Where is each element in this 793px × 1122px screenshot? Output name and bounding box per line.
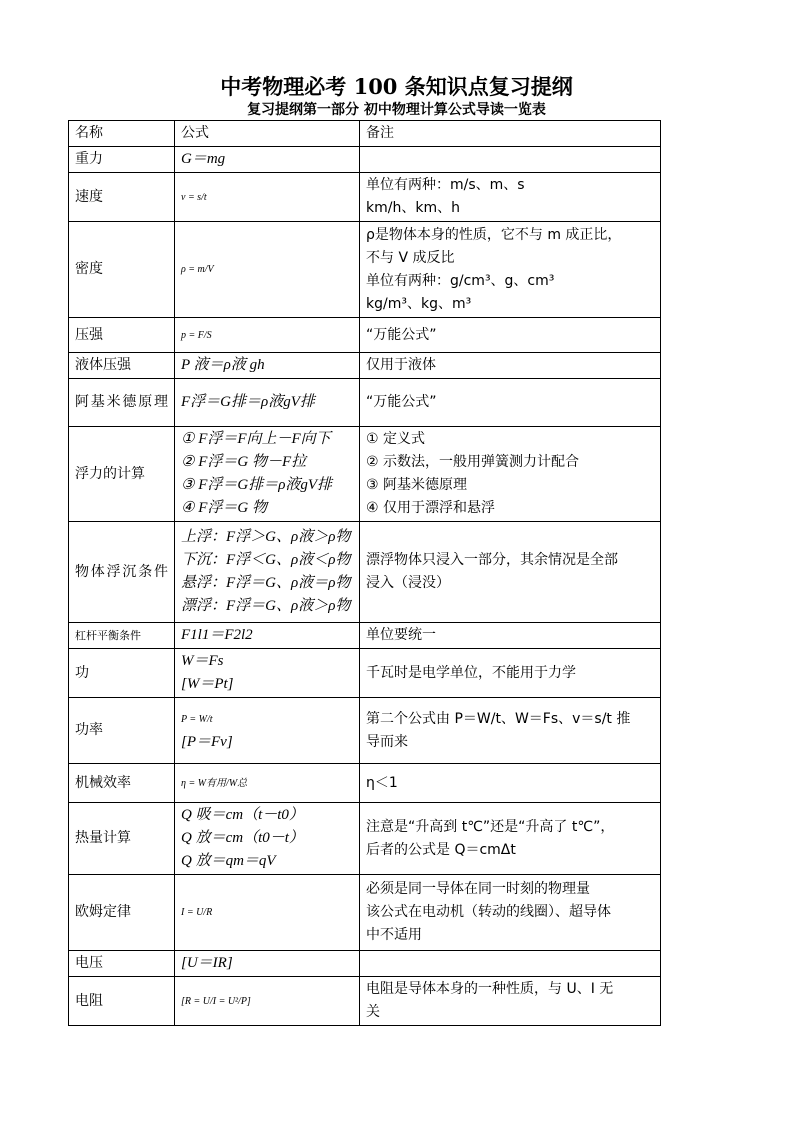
note-line: 第二个公式由 P＝W/t、W＝Fs、v＝s/t 推: [366, 710, 631, 727]
note-line: ④ 仅用于漂浮和悬浮: [366, 500, 496, 516]
formula-line: 上浮：F浮＞G、ρ液＞ρ物: [181, 529, 351, 545]
note-line: kg/m³、kg、m³: [366, 295, 472, 312]
note-line: 必须是同一导体在同一时刻的物理量: [366, 881, 590, 897]
formula-line: Q 放＝cm（t0－t）: [181, 830, 304, 846]
row-name: 密度: [69, 222, 175, 318]
row-name: 浮力的计算: [69, 427, 175, 522]
note-line: 漂浮物体只浸入一部分，其余情况是全部: [366, 552, 618, 568]
formula-line: W＝Fs: [181, 653, 224, 669]
table-row: [69, 649, 661, 698]
table-row: [69, 147, 661, 173]
note-line: 单位有两种：g/cm³、g、cm³: [366, 272, 555, 289]
row-note: [360, 764, 661, 803]
note-line: 后者的公式是 Q＝cmΔt: [366, 841, 516, 858]
row-formula: [175, 427, 360, 522]
table-row: [69, 522, 661, 623]
row-note: [360, 147, 661, 173]
table-row: [69, 977, 661, 1026]
note-line: “万能公式”: [366, 394, 437, 410]
note-line: 单位有两种：m/s、m、s: [366, 177, 525, 193]
note-line: 千瓦时是电学单位，不能用于力学: [366, 664, 576, 681]
formula-line: 下沉：F浮＜G、ρ液＜ρ物: [181, 552, 351, 568]
note-line: 不与 V 成反比: [366, 249, 455, 266]
row-formula: [175, 173, 360, 222]
row-formula: [175, 698, 360, 764]
row-formula: [175, 147, 360, 173]
formula-line: 悬浮：F浮＝G、ρ液＝ρ物: [181, 575, 351, 591]
table-row: [69, 623, 661, 649]
formula-line: [U＝IR]: [181, 955, 233, 971]
note-line: 浸入（浸没）: [366, 575, 450, 591]
row-note: [360, 875, 661, 951]
note-line: km/h、km、h: [366, 200, 460, 216]
note-line: 中不适用: [366, 927, 422, 943]
row-formula: [175, 951, 360, 977]
row-name: 阿基米德原理: [69, 379, 175, 427]
formula-line: ④ F浮＝G 物: [181, 500, 267, 516]
note-line: 电阻是导体本身的一种性质，与 U、I 无: [366, 981, 614, 997]
table-row: [69, 427, 661, 522]
table-row: [69, 173, 661, 222]
document-subtitle: 复习提纲第一部分 初中物理计算公式导读一览表: [247, 102, 546, 118]
formula-line: ρ = m/V: [181, 264, 214, 275]
note-line: 该公式在电动机（转动的线圈）、超导体: [366, 904, 611, 920]
row-note: [360, 522, 661, 623]
row-name: 物体浮沉条件: [69, 522, 175, 623]
row-name: 功率: [69, 698, 175, 764]
row-name: 欧姆定律: [69, 875, 175, 951]
note-line: 导而来: [366, 733, 408, 750]
header-formula: 公式: [175, 121, 360, 147]
row-note: [360, 222, 661, 318]
row-formula: [175, 222, 360, 318]
row-formula: [175, 353, 360, 379]
row-note: [360, 353, 661, 379]
formula-line: v = s/t: [181, 191, 207, 203]
header-name: 名称: [69, 121, 175, 147]
row-note: [360, 623, 661, 649]
row-name: 重力: [69, 147, 175, 173]
note-line: ③ 阿基米德原理: [366, 477, 468, 493]
row-formula: [175, 649, 360, 698]
note-line: 关: [366, 1004, 380, 1020]
row-note: [360, 951, 661, 977]
table-row: [69, 764, 661, 803]
table-row: [69, 318, 661, 353]
table-row: [69, 875, 661, 951]
table-row: [69, 222, 661, 318]
formula-line: G＝mg: [181, 151, 226, 167]
table-header-row: [69, 121, 661, 147]
note-line: ρ是物体本身的性质，它不与 m 成正比，: [366, 226, 622, 243]
row-note: [360, 698, 661, 764]
formula-line: F浮＝G排＝ρ液gV排: [181, 394, 315, 410]
table-row: [69, 698, 661, 764]
row-note: [360, 379, 661, 427]
row-formula: [175, 379, 360, 427]
note-line: 注意是“升高到 t℃”还是“升高了 t℃”，: [366, 818, 615, 835]
row-formula: [175, 623, 360, 649]
row-name: 液体压强: [69, 353, 175, 379]
row-name: 电阻: [69, 977, 175, 1026]
row-name: 功: [69, 649, 175, 698]
row-name: 机械效率: [69, 764, 175, 803]
row-note: [360, 977, 661, 1026]
table-row: [69, 379, 661, 427]
row-formula: [175, 764, 360, 803]
row-formula: [175, 803, 360, 875]
formula-line: p = F/S: [181, 329, 212, 341]
row-formula: [175, 977, 360, 1026]
document-title: 中考物理必考 100 条知识点复习提纲: [220, 74, 573, 99]
formula-line: [W＝Pt]: [181, 676, 234, 692]
row-note: [360, 649, 661, 698]
formula-line: P = W/t: [181, 713, 213, 725]
row-name: 热量计算: [69, 803, 175, 875]
row-formula: [175, 522, 360, 623]
formula-line: [R = U/I = U²/P]: [181, 995, 251, 1007]
formula-line: Q 吸＝cm（t－t0）: [181, 807, 304, 823]
row-note: [360, 803, 661, 875]
row-name: 电压: [69, 951, 175, 977]
note-line: 单位要统一: [366, 627, 436, 643]
row-name: 速度: [69, 173, 175, 222]
note-line: ① 定义式: [366, 431, 426, 447]
formula-line: [P＝Fv]: [181, 733, 233, 750]
table-row: [69, 353, 661, 379]
formula-line: I = U/R: [181, 907, 213, 918]
row-formula: [175, 318, 360, 353]
note-line: η＜1: [366, 774, 398, 791]
note-line: “万能公式”: [366, 326, 437, 343]
row-name: 压强: [69, 318, 175, 353]
note-line: 仅用于液体: [366, 357, 436, 373]
table-row: [69, 803, 661, 875]
row-note: [360, 427, 661, 522]
formula-line: P 液＝ρ液 gh: [181, 357, 265, 373]
row-note: [360, 173, 661, 222]
row-formula: [175, 875, 360, 951]
formula-line: 漂浮：F浮＝G、ρ液＞ρ物: [181, 598, 351, 614]
row-note: [360, 318, 661, 353]
formula-line: η = W有用/W总: [181, 777, 248, 789]
note-line: ② 示数法，一般用弹簧测力计配合: [366, 454, 580, 470]
row-name: 杠杆平衡条件: [69, 623, 175, 649]
formula-line: Q 放＝qm＝qV: [181, 853, 276, 869]
table-row: [69, 951, 661, 977]
formula-table: [68, 120, 661, 1026]
formula-line: F1l1＝F2l2: [181, 627, 253, 643]
formula-line: ① F浮＝F向上－F向下: [181, 431, 331, 447]
formula-line: ② F浮＝G 物－F拉: [181, 454, 307, 470]
header-note: 备注: [360, 121, 661, 147]
formula-line: ③ F浮＝G排＝ρ液gV排: [181, 477, 333, 493]
